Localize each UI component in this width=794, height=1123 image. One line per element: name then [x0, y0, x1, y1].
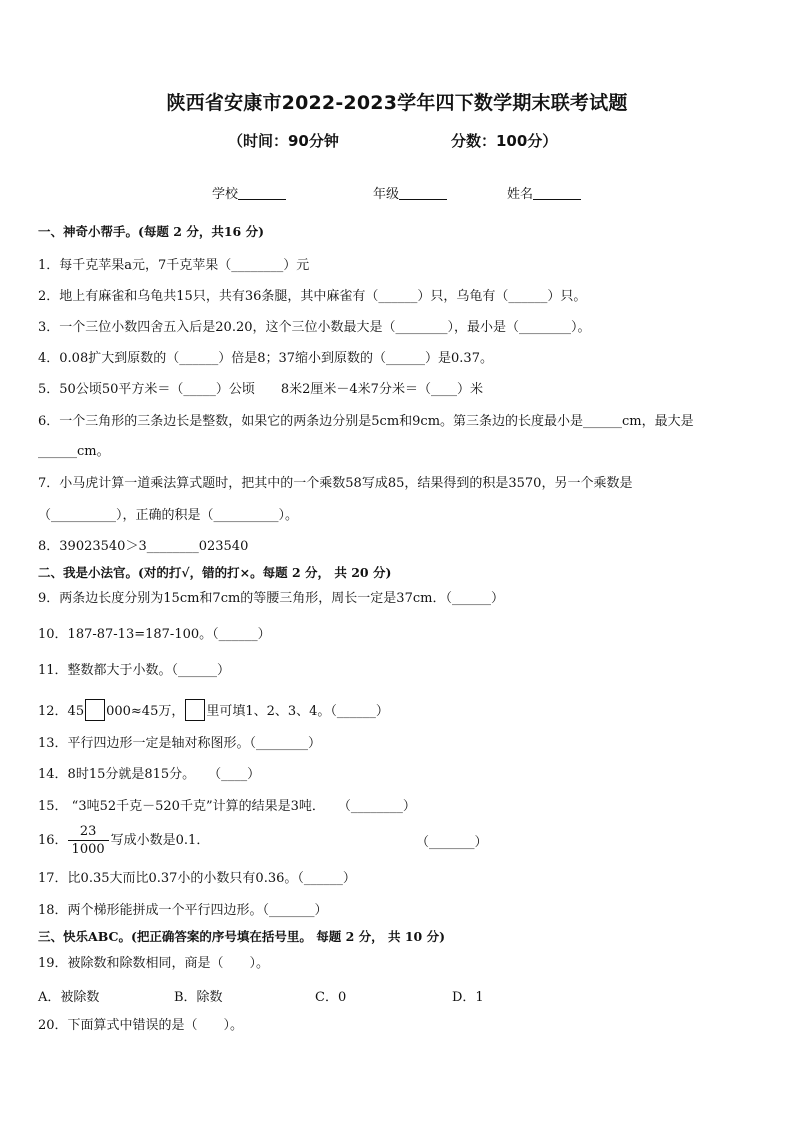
question-19: 19．被除数和除数相同，商是（ ）。	[38, 956, 270, 971]
answer-box	[85, 699, 105, 721]
question-14: 14．8时15分就是815分。 （____）	[38, 767, 261, 782]
question-13: 13．平行四边形一定是轴对称图形。（________）	[38, 736, 322, 751]
school-label: 学校	[212, 187, 239, 202]
question-20: 20．下面算式中错误的是（ ）。	[38, 1018, 244, 1033]
question-10: 10．187-87-13=187-100。（______）	[38, 627, 271, 642]
answer-box	[185, 699, 205, 721]
option-a: A．被除数	[38, 990, 100, 1005]
question-17: 17．比0.35大而比0.37小的小数只有0.36。（______）	[38, 871, 356, 886]
question-12-mid: 000≈45万，	[106, 704, 185, 719]
fraction-numerator: 23	[68, 823, 109, 841]
question-12	[38, 699, 389, 721]
question-3: 3．一个三位小数四舍五入后是20.20，这个三位小数最大是（________），最小是（________）。	[38, 320, 591, 335]
section1-heading: 一、神奇小帮手。(每题 2 分，共16 分)	[38, 224, 264, 239]
question-11: 11．整数都大于小数。（______）	[38, 663, 231, 678]
question-7-line2: （__________），正确的积是（__________）。	[38, 508, 299, 523]
question-18: 18．两个梯形能拼成一个平行四边形。（_______）	[38, 903, 328, 918]
school-field	[212, 183, 286, 202]
question-16-suffix: 写成小数是0.1．	[110, 833, 210, 848]
grade-blank	[399, 187, 447, 200]
name-blank	[533, 187, 581, 200]
section3-heading: 三、快乐ABC。(把正确答案的序号填在括号里。 每题 2 分， 共 10 分)	[38, 929, 445, 944]
question-7-line1: 7．小马虎计算一道乘法算式题时，把其中的一个乘数58写成85，结果得到的积是3570，另一个乘数是	[38, 476, 633, 491]
question-6-line2: ______cm。	[38, 444, 110, 459]
name-field	[507, 183, 581, 202]
exam-title: 陕西省安康市2022-2023学年四下数学期末联考试题	[166, 92, 628, 114]
question-5: 5．50公顷50平方米＝（_____）公顷 8米2厘米－4米7分米＝（____）米	[38, 382, 483, 397]
question-4: 4．0.08扩大到原数的（______）倍是8；37缩小到原数的（______）是0.37。	[38, 351, 493, 366]
question-15: 15． “3吨52千克－520千克”计算的结果是3吨． （________）	[38, 799, 416, 814]
question-6-line1: 6．一个三角形的三条边长是整数，如果它的两条边分别是5cm和9cm。第三条边的长度最小是______cm，最大是	[38, 414, 694, 429]
question-16-prefix: 16．	[38, 833, 68, 848]
question-16-blank: （_______）	[416, 835, 488, 850]
question-12-prefix: 12．45	[38, 704, 85, 719]
school-blank	[238, 187, 286, 200]
question-9: 9．两条边长度分别为15cm和7cm的等腰三角形，周长一定是37cm．（______）	[38, 591, 504, 606]
question-2: 2．地上有麻雀和乌龟共15只，共有36条腿，其中麻雀有（______）只，乌龟有（______）只。	[38, 289, 587, 304]
grade-label: 年级	[373, 187, 400, 202]
fraction	[68, 823, 109, 858]
question-12-suffix: 里可填1、2、3、4。（______）	[206, 704, 389, 719]
grade-field	[373, 183, 447, 202]
question-1: 1．每千克苹果a元，7千克苹果（________）元	[38, 258, 310, 273]
fraction-denominator: 1000	[71, 842, 105, 857]
option-b: B．除数	[174, 990, 223, 1005]
exam-score: 分数：100分）	[451, 132, 558, 150]
option-d: D．1	[452, 990, 484, 1005]
question-16	[38, 823, 209, 858]
question-8: 8．39023540＞3________023540	[38, 539, 249, 554]
section2-heading: 二、我是小法官。(对的打√，错的打×。每题 2 分， 共 20 分)	[38, 565, 392, 580]
option-c: C．0	[315, 990, 347, 1005]
name-label: 姓名	[507, 187, 534, 202]
exam-time: （时间：90分钟	[228, 132, 339, 150]
